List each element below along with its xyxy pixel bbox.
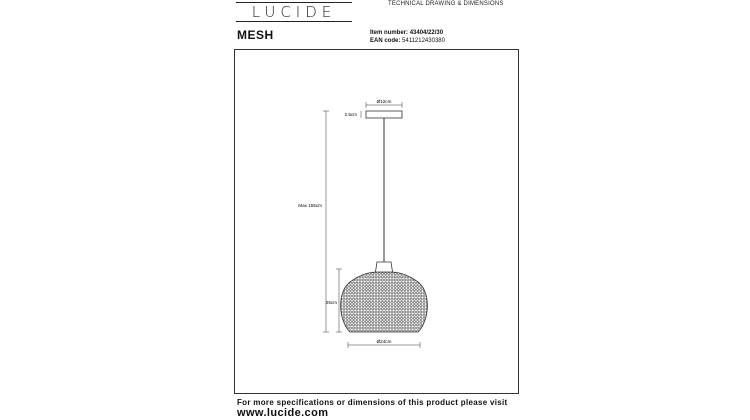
more-info-text: For more specifications or dimensions of this product please visit (237, 398, 508, 407)
document-type: TECHNICAL DRAWING & DIMENSIONS (388, 1, 504, 7)
canopy (366, 111, 402, 118)
dim-canopy-height: 2.5cm (344, 112, 357, 117)
ean-value: 5411212430380 (402, 38, 445, 44)
product-name: MESH (237, 28, 274, 42)
mesh-shade (341, 272, 428, 332)
dim-shade-height: 25cm (325, 300, 337, 305)
website-link[interactable]: www.lucide.com (237, 407, 329, 419)
item-number-label: Item number: (370, 30, 409, 36)
logo-text: LUCIDE (251, 3, 337, 21)
dim-canopy-diameter: Ø12cm (376, 99, 392, 104)
dim-shade-diameter: Ø24cm (376, 339, 392, 344)
dim-max-height: Max 155cm (298, 203, 322, 208)
item-number-value: 43404/22/30 (409, 30, 444, 36)
ean-label: EAN code: (370, 38, 401, 44)
